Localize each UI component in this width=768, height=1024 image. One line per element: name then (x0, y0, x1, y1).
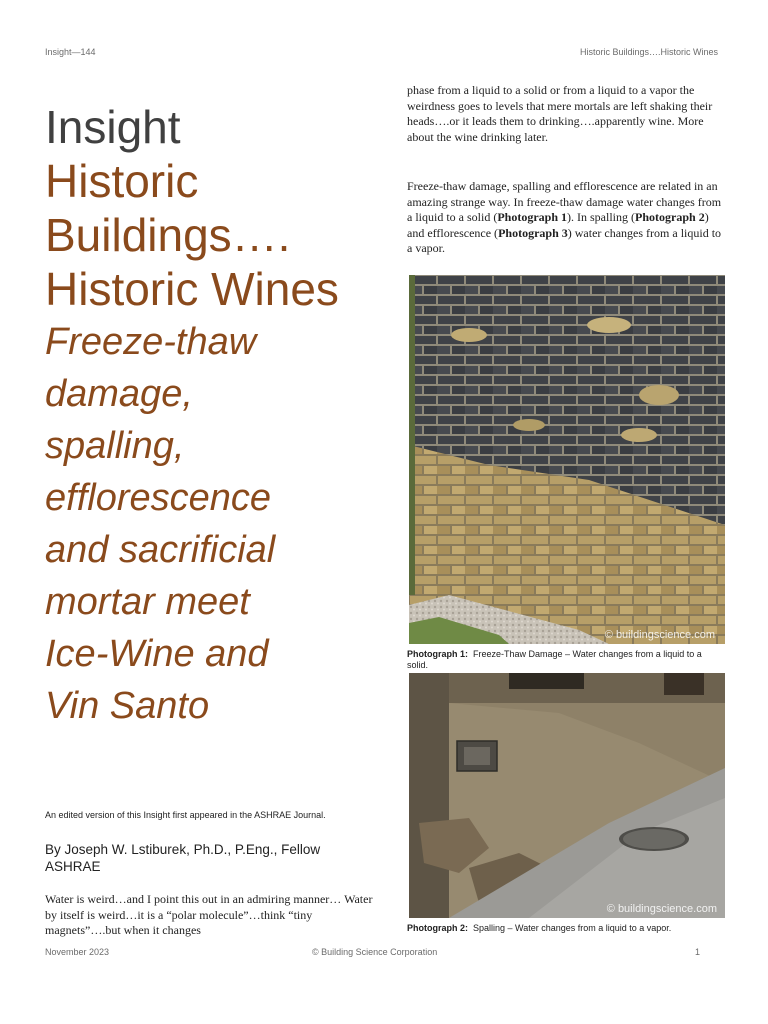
photo-1-caption (407, 649, 725, 671)
photo-brick-wall (409, 275, 725, 644)
spalling-wall-illustration (409, 673, 725, 918)
photo-2-caption-label: Photograph 2: (407, 923, 468, 933)
subtitle-line: Ice-Wine and (45, 633, 269, 675)
subtitle-line: mortar meet (45, 581, 250, 623)
photo-1-caption-label: Photograph 1: (407, 649, 468, 659)
title-block (45, 100, 375, 732)
photo-1-watermark: © buildingscience.com (604, 629, 715, 641)
title-line-2: Buildings…. (45, 209, 291, 261)
photo-2-caption (407, 923, 725, 934)
body-text-2 (407, 179, 725, 257)
body-text-run: ). In spalling ( (567, 210, 636, 225)
subtitle-line: Vin Santo (45, 685, 210, 727)
photo-2-watermark: © buildingscience.com (606, 903, 717, 915)
body-text-run: ) water changes from a liquid to a vapor. (407, 225, 722, 256)
title-line-1: Historic (45, 155, 199, 207)
byline: By Joseph W. Lstiburek, Ph.D., P.Eng., Fellow ASHRAE (45, 842, 321, 874)
running-header-right: Historic Buildings….Historic Wines (579, 47, 718, 57)
photo-spalling-wall (409, 673, 725, 918)
body-text-1: phase from a liquid to a solid or from a liquid to a vapor the weirdness goes to levels that mere mortals are left shaking their heads….or it leads them to drinking….apparently wine. More about the wine drinking later. (407, 83, 713, 144)
footer-page-number: 1 (695, 947, 701, 957)
photo-1-ref: Photograph 1 (497, 210, 568, 225)
body-paragraph-2 (407, 179, 725, 257)
running-header-left: Insight—144 (45, 47, 96, 57)
intro-paragraph: Water is weird…and I point this out in an admiring manner… Water by itself is weird…it is a “polar molecule”…think “tiny magnets”….but when it changes (45, 892, 373, 937)
body-text-run: Freeze-thaw damage, spalling and efflorescence are related in an amazing strange way. In freeze-thaw damage water changes from a liquid to a solid ( (407, 179, 722, 225)
subtitle-line: and sacrificial (45, 529, 276, 571)
subtitle (45, 316, 375, 732)
series-title: Insight (45, 101, 181, 153)
subtitle-line: efflorescence (45, 477, 272, 519)
subtitle-line: damage, (45, 373, 193, 415)
body-paragraph-1 (407, 83, 725, 145)
photo-3-ref: Photograph 3 (498, 225, 568, 240)
title-line-3: Historic Wines (45, 263, 339, 315)
footer-date: November 2023 (45, 947, 110, 957)
photo-1-caption-text: Freeze-Thaw Damage – Water changes from a liquid to a solid. (407, 649, 702, 670)
body-text-run: ) and efflorescence ( (407, 210, 709, 240)
subtitle-line: spalling, (45, 425, 185, 467)
brick-wall-illustration (409, 275, 725, 644)
footer-copyright: © Building Science Corporation (312, 947, 438, 957)
edited-note: An edited version of this Insight first appeared in the ASHRAE Journal. (45, 810, 326, 820)
photo-2-ref: Photograph 2 (635, 210, 705, 225)
photo-2-caption-text: Spalling – Water changes from a liquid to a vapor. (473, 923, 672, 933)
subtitle-line: Freeze-thaw (45, 321, 257, 363)
